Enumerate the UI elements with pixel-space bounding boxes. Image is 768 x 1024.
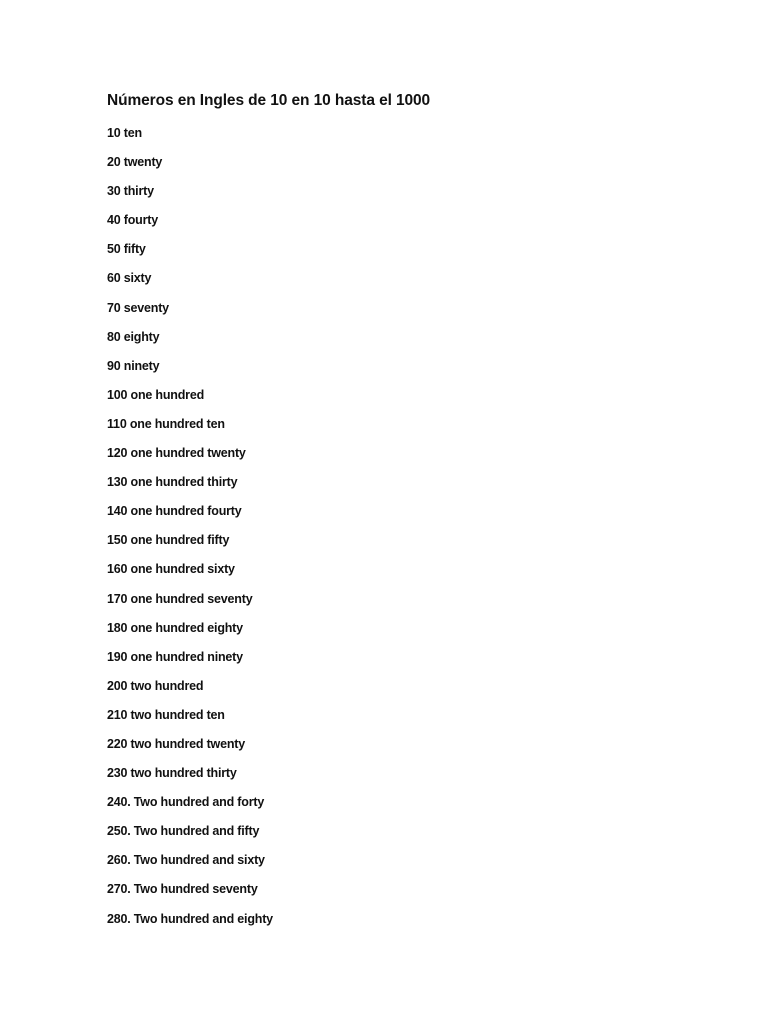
list-item: 40 fourty <box>107 213 158 228</box>
list-item: 90 ninety <box>107 358 160 373</box>
list-item: 50 fifty <box>107 242 146 257</box>
list-item: 260. Two hundred and sixty <box>107 853 265 868</box>
list-item: 100 one hundred <box>107 387 205 402</box>
list-item: 180 one hundred eighty <box>107 620 243 635</box>
list-item: 20 twenty <box>107 155 163 170</box>
list-item: 150 one hundred fifty <box>107 533 230 548</box>
list-item: 160 one hundred sixty <box>107 562 235 577</box>
list-item: 270. Two hundred seventy <box>107 882 258 897</box>
list-item: 280. Two hundred and eighty <box>107 911 273 926</box>
list-item: 80 eighty <box>107 329 160 344</box>
list-item: 110 one hundred ten <box>107 416 225 431</box>
list-item: 120 one hundred twenty <box>107 446 246 461</box>
list-item: 140 one hundred fourty <box>107 504 242 519</box>
list-item: 230 two hundred thirty <box>107 766 237 781</box>
list-item: 10 ten <box>107 126 142 140</box>
list-item: 220 two hundred twenty <box>107 736 245 751</box>
list-item: 190 one hundred ninety <box>107 649 243 664</box>
document-title: Números en Ingles de 10 en 10 hasta el 1000 <box>107 92 431 109</box>
list-item: 30 thirty <box>107 184 154 199</box>
list-item: 130 one hundred thirty <box>107 475 238 490</box>
list-item: 210 two hundred ten <box>107 707 225 722</box>
list-item: 200 two hundred <box>107 678 204 693</box>
list-item: 170 one hundred seventy <box>107 591 253 606</box>
list-item: 240. Two hundred and forty <box>107 795 265 810</box>
list-item: 60 sixty <box>107 271 152 286</box>
list-item: 70 seventy <box>107 300 169 315</box>
number-list <box>107 125 273 940</box>
list-item: 250. Two hundred and fifty <box>107 824 260 839</box>
